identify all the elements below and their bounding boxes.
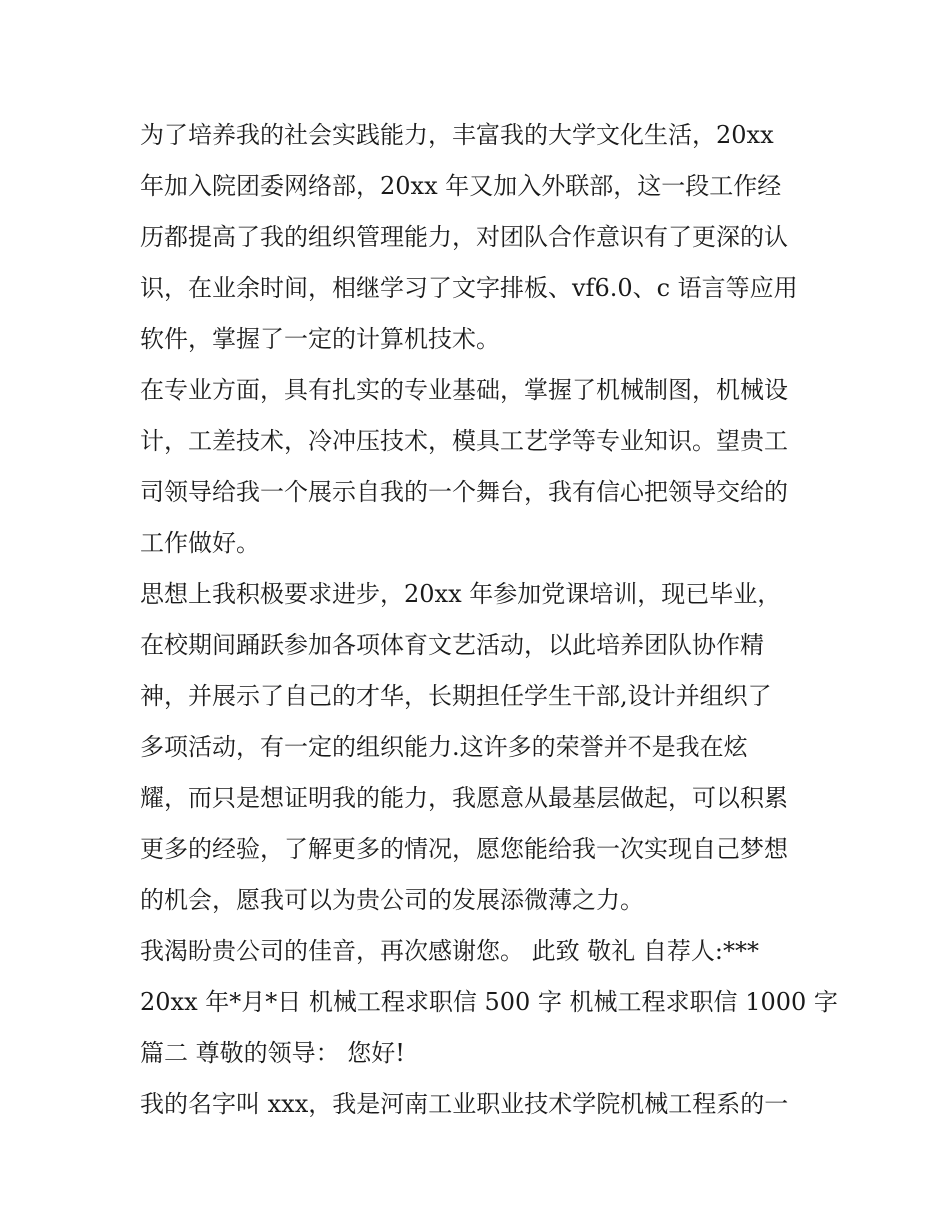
text-line: 在校期间踊跃参加各项体育文艺活动，以此培养团队协作精 — [140, 631, 764, 659]
text-line: 思想上我积极要求进步，20xx 年参加党课培训，现已毕业， — [140, 580, 782, 608]
text-line: 在专业方面，具有扎实的专业基础，掌握了机械制图，机械设 — [140, 376, 788, 404]
text-line: 多项活动，有一定的组织能力.这许多的荣誉并不是我在炫 — [140, 733, 748, 761]
text-line: 我的名字叫 xxx，我是河南工业职业技术学院机械工程系的一 — [140, 1090, 789, 1118]
text-line: 年加入院团委网络部，20xx 年又加入外联部，这一段工作经 — [140, 172, 782, 200]
text-line: 更多的经验，了解更多的情况，愿您能给我一次实现自己梦想 — [140, 835, 788, 863]
text-line: 20xx 年*月*日 机械工程求职信 500 字 机械工程求职信 1000 字 — [140, 988, 838, 1016]
text-line: 历都提高了我的组织管理能力，对团队合作意识有了更深的认 — [140, 223, 788, 251]
text-line: 神，并展示了自己的才华，长期担任学生干部,设计并组织了 — [140, 682, 772, 710]
text-line: 为了培养我的社会实践能力，丰富我的大学文化生活，20xx — [140, 121, 774, 149]
text-line: 工作做好。 — [140, 529, 260, 557]
text-line: 司领导给我一个展示自我的一个舞台，我有信心把领导交给的 — [140, 478, 788, 506]
text-line: 识，在业余时间，相继学习了文字排板、vf6.0、c 语言等应用 — [140, 274, 798, 302]
body-text — [140, 110, 838, 1130]
text-line: 耀，而只是想证明我的能力，我愿意从最基层做起，可以积累 — [140, 784, 788, 812]
text-line: 篇二 尊敬的领导： 您好! — [140, 1039, 405, 1067]
text-line: 软件，掌握了一定的计算机技术。 — [140, 325, 500, 353]
text-line: 计，工差技术，冷冲压技术，模具工艺学等专业知识。望贵工 — [140, 427, 788, 455]
text-line: 我渴盼贵公司的佳音，再次感谢您。 此致 敬礼 自荐人:*** — [140, 937, 759, 965]
text-line: 的机会，愿我可以为贵公司的发展添微薄之力。 — [140, 886, 644, 914]
